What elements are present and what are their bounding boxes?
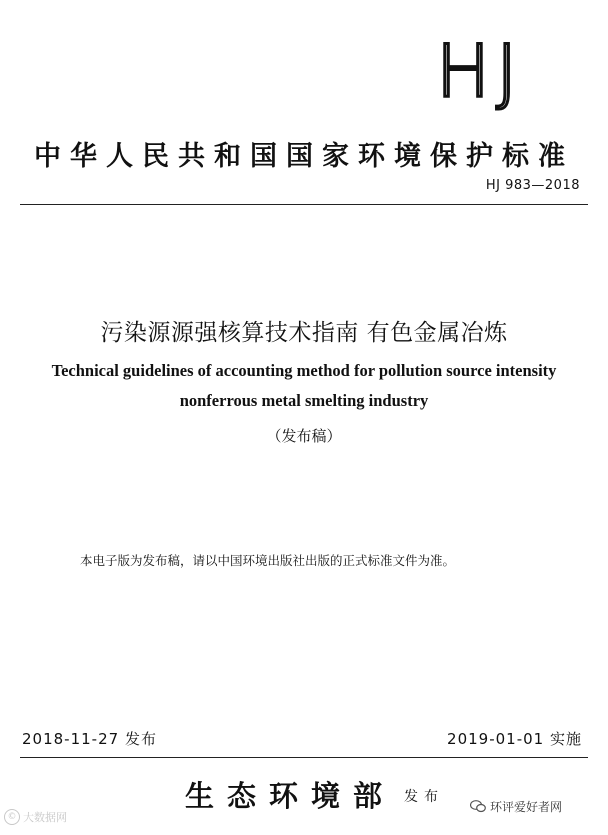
document-title-english-line1: Technical guidelines of accounting method for pollution source intensity xyxy=(51,361,557,380)
top-divider xyxy=(20,204,588,205)
watermark-right xyxy=(470,798,562,815)
document-title-english-line2: nonferrous metal smelting industry xyxy=(179,391,429,410)
watermark-right-text: 环评爱好者网 xyxy=(490,800,563,814)
document-title-chinese: 污染源源强核算技术指南 有色金属冶炼 xyxy=(100,320,508,346)
standard-number: HJ 983—2018 xyxy=(485,178,580,193)
edition-note: 本电子版为发布稿，请以中国环境出版社出版的正式标准文件为准。 xyxy=(80,553,456,568)
hj-logo xyxy=(436,29,576,113)
bottom-divider xyxy=(20,757,588,758)
document-status: （发布稿） xyxy=(266,427,342,445)
watermark-left-text: 大数据网 xyxy=(23,811,67,824)
implementation-date: 2019-01-01 实施 xyxy=(447,730,582,748)
issuing-authority: 生态环境部 xyxy=(185,779,396,813)
issue-date: 2018-11-27 发布 xyxy=(22,730,157,748)
agency-title: 中华人民共和国国家环境保护标准 xyxy=(34,141,574,172)
watermark-left xyxy=(4,809,67,825)
issuing-suffix: 发布 xyxy=(404,789,444,805)
watermark-logo-icon: © xyxy=(4,809,20,825)
hj-logo-text: HJ xyxy=(436,29,524,113)
wechat-icon xyxy=(470,800,486,813)
